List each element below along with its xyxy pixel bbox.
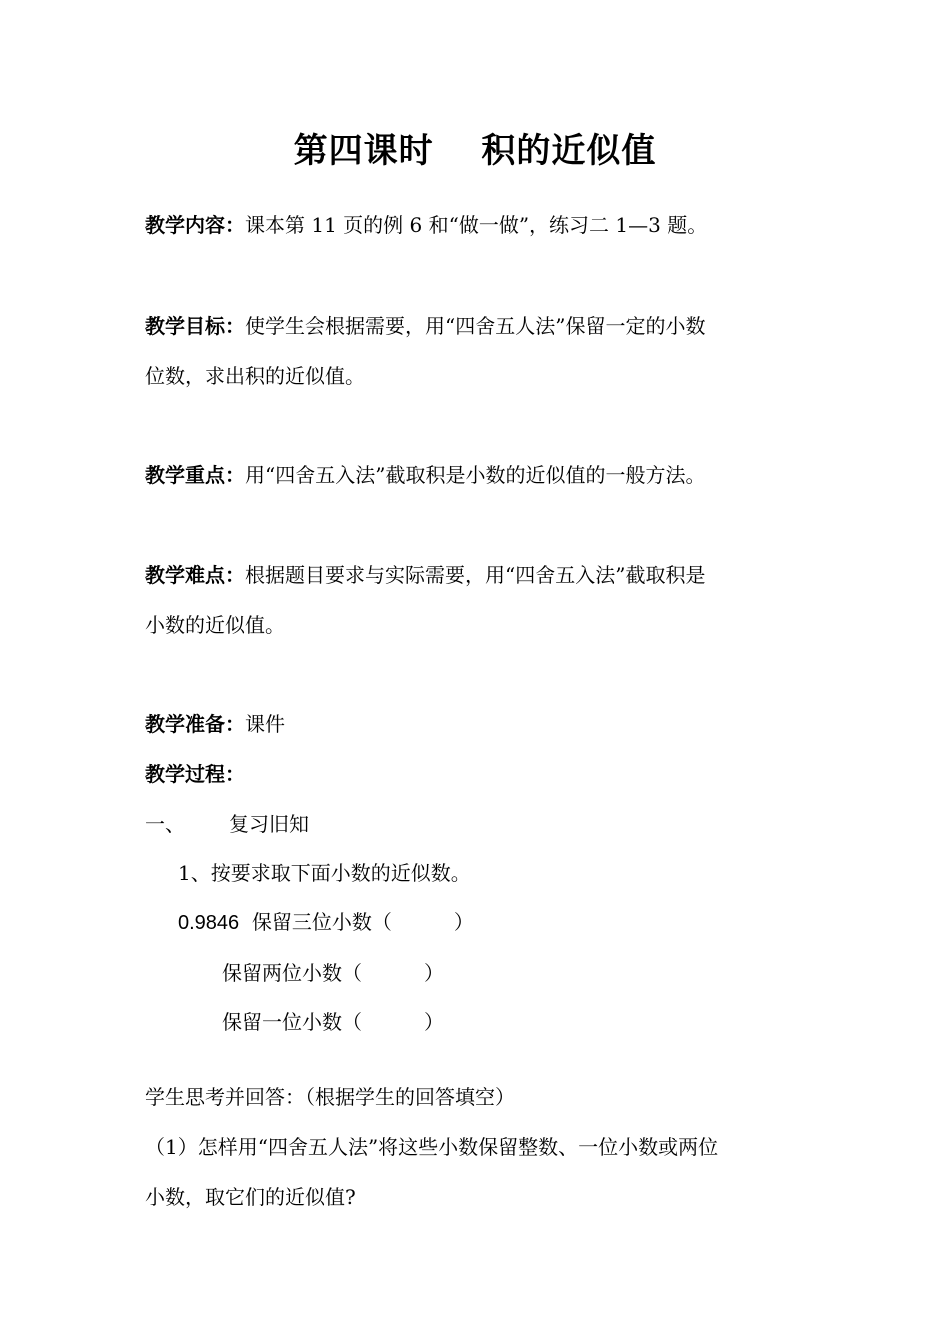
teaching-prep <box>145 710 285 738</box>
round-one-close: ） <box>424 1010 444 1034</box>
teaching-process-label: 教学过程： <box>145 762 245 786</box>
section-marker: 一、 <box>145 812 185 836</box>
teaching-prep-label: 教学准备： <box>145 712 245 736</box>
teaching-goal-label: 教学目标： <box>145 314 245 338</box>
page-title: 第四课时 积的近似值 <box>293 131 657 171</box>
teaching-difficulty <box>145 561 705 589</box>
round-three-label: 保留三位小数（ <box>251 910 392 934</box>
teaching-goal <box>145 312 705 340</box>
teaching-goal-text-1: 使学生会根据需要，用“四舍五人法”保留一定的小数 <box>245 314 706 338</box>
round-one-decimal <box>222 1008 444 1036</box>
round-two-close: ） <box>424 961 444 985</box>
teaching-goal-text-2: 位数，求出积的近似值。 <box>145 364 365 388</box>
task-1: 1、按要求取下面小数的近似数。 <box>178 861 471 885</box>
decimal-number: 0.9846 <box>178 912 240 934</box>
round-two-decimals <box>222 959 444 987</box>
question-1-line-2: 小数，取它们的近似值? <box>145 1185 356 1209</box>
teaching-content-label: 教学内容： <box>145 213 245 237</box>
teaching-difficulty-label: 教学难点： <box>145 563 245 587</box>
round-one-label: 保留一位小数（ <box>222 1010 362 1034</box>
round-three-decimals <box>178 908 474 937</box>
teaching-key-text: 用“四舍五入法”截取积是小数的近似值的一般方法。 <box>245 463 706 487</box>
teaching-key-point <box>145 461 705 489</box>
student-think-prompt: 学生思考并回答：（根据学生的回答填空） <box>145 1085 515 1109</box>
teaching-prep-text: 课件 <box>245 712 285 736</box>
section-title: 复习旧知 <box>229 812 309 836</box>
round-three-close: ） <box>453 910 474 934</box>
teaching-difficulty-text-2: 小数的近似值。 <box>145 613 285 637</box>
round-two-label: 保留两位小数（ <box>222 961 362 985</box>
question-1-line-1: （1）怎样用“四舍五人法”将这些小数保留整数、一位小数或两位 <box>145 1135 719 1159</box>
teaching-difficulty-text-1: 根据题目要求与实际需要，用“四舍五入法”截取积是 <box>245 563 706 587</box>
teaching-key-label: 教学重点： <box>145 463 245 487</box>
teaching-content-text: 课本第 11 页的例 6 和“做一做”，练习二 1—3 题。 <box>245 213 708 237</box>
teaching-content <box>145 211 707 239</box>
section-heading <box>145 810 309 838</box>
